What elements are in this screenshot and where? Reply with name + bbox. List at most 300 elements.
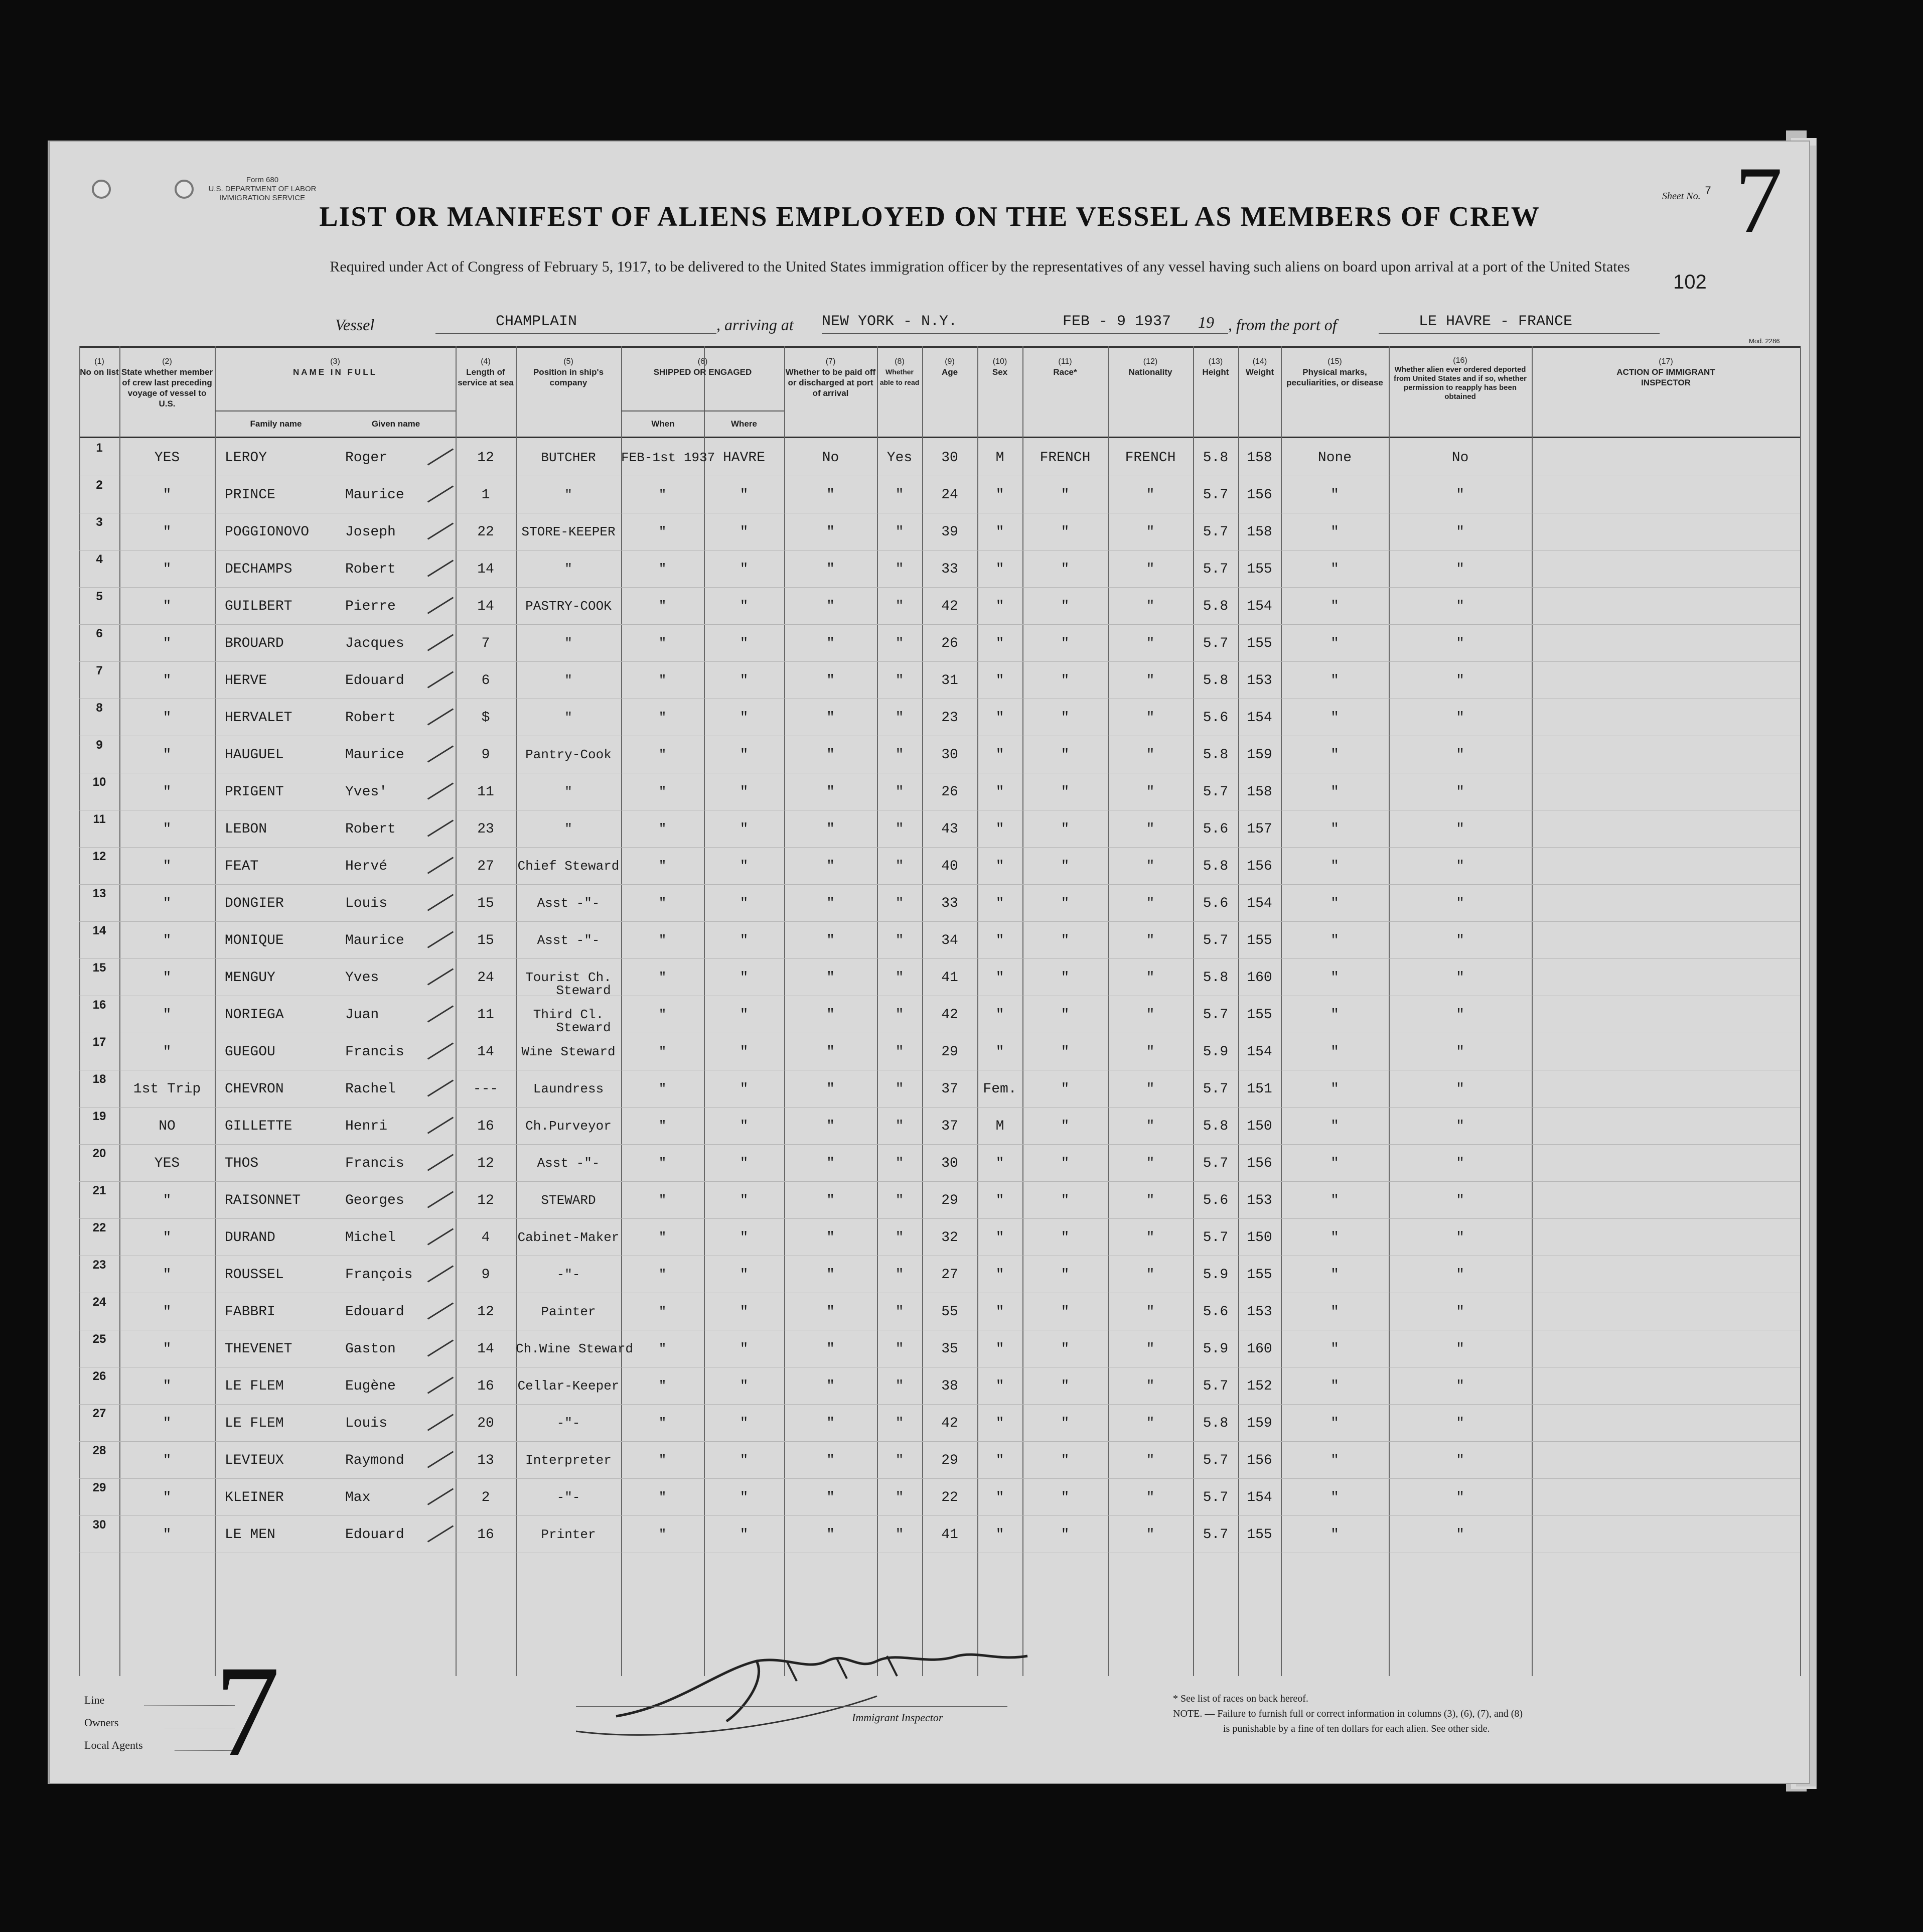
physical-marks: " xyxy=(1330,933,1339,948)
deported: " xyxy=(1456,1378,1464,1394)
age: 41 xyxy=(941,1527,958,1543)
able-to-read: " xyxy=(895,673,904,688)
shipped-when: " xyxy=(658,1490,667,1505)
family-name: LEROY xyxy=(225,450,267,466)
physical-marks: " xyxy=(1330,1119,1339,1134)
row-number: 15 xyxy=(92,961,106,975)
position: Laundress xyxy=(533,1081,604,1096)
family-name: GILLETTE xyxy=(225,1119,292,1134)
weight: 152 xyxy=(1247,1378,1272,1394)
able-to-read: " xyxy=(895,970,904,986)
weight: 158 xyxy=(1247,784,1272,800)
deported: " xyxy=(1456,487,1464,503)
row-number: 3 xyxy=(96,515,103,529)
weight: 153 xyxy=(1247,1193,1272,1208)
nationality: " xyxy=(1146,673,1155,688)
physical-marks: " xyxy=(1330,1378,1339,1394)
check-mark xyxy=(427,1228,454,1245)
table-row xyxy=(79,773,1800,810)
physical-marks: " xyxy=(1330,784,1339,800)
height: 5.7 xyxy=(1203,1230,1229,1246)
previous-voyage: YES xyxy=(154,450,180,466)
position: Ch.Purveyor xyxy=(525,1119,612,1134)
header-deported: (16) Whether alien ever ordered deported from United States and if so, whether permission to reapply has been obtained xyxy=(1393,356,1527,401)
header-nationality: (12) Nationality xyxy=(1128,357,1172,377)
deported: " xyxy=(1456,821,1464,837)
sex: Fem. xyxy=(983,1081,1017,1097)
paid-off: " xyxy=(826,673,835,688)
check-mark xyxy=(427,634,454,651)
check-mark xyxy=(427,708,454,725)
able-to-read: " xyxy=(895,524,904,540)
physical-marks: " xyxy=(1330,673,1339,688)
weight: 156 xyxy=(1247,1453,1272,1468)
position: Third Cl. xyxy=(533,1007,604,1022)
position: Asst -"- xyxy=(537,933,600,948)
table-row xyxy=(79,1108,1800,1145)
header-age: (9) Age xyxy=(941,357,958,377)
table-row xyxy=(79,1405,1800,1442)
race: " xyxy=(1061,1341,1070,1357)
arrival-port: NEW YORK - N.Y. xyxy=(822,313,1012,334)
departure-port: LE HAVRE - FRANCE xyxy=(1379,313,1660,334)
given-name: Eugène xyxy=(345,1378,396,1394)
header-position: (5) Position in ship's company xyxy=(533,357,604,387)
nationality: " xyxy=(1146,1119,1155,1134)
family-name: MONIQUE xyxy=(225,933,284,948)
deported: " xyxy=(1456,562,1464,577)
row-number: 16 xyxy=(92,998,106,1012)
check-mark xyxy=(427,1376,454,1394)
family-name: LE FLEM xyxy=(225,1416,284,1431)
previous-voyage: " xyxy=(163,1230,172,1246)
shipped-when: " xyxy=(658,784,667,799)
shipped-when: " xyxy=(658,970,667,985)
height: 5.7 xyxy=(1203,487,1229,503)
given-name: Michel xyxy=(345,1230,396,1246)
punch-hole xyxy=(92,180,111,199)
check-mark xyxy=(427,1079,454,1096)
age: 33 xyxy=(941,562,958,577)
header-where: Where xyxy=(731,419,757,429)
race: " xyxy=(1061,562,1070,577)
shipped-when: " xyxy=(658,1527,667,1542)
position: Cabinet-Maker xyxy=(517,1230,620,1245)
shipped-where: HAVRE xyxy=(722,450,765,466)
header-inspector-action: (17) ACTION OF IMMIGRANT INSPECTOR xyxy=(1616,357,1715,387)
able-to-read: Yes xyxy=(886,450,913,466)
nationality: " xyxy=(1146,784,1155,800)
height: 5.7 xyxy=(1203,1490,1229,1505)
family-name: DURAND xyxy=(225,1230,275,1246)
previous-voyage: " xyxy=(163,1490,172,1505)
given-name: Yves xyxy=(345,970,379,986)
race: " xyxy=(1061,933,1070,948)
age: 42 xyxy=(941,1007,958,1023)
service-length: 4 xyxy=(481,1230,490,1246)
row-number: 6 xyxy=(96,627,103,640)
paid-off: " xyxy=(826,1304,835,1320)
header-read: (8) Whether able to read xyxy=(879,357,920,386)
height: 5.6 xyxy=(1203,1193,1229,1208)
paid-off: " xyxy=(826,487,835,503)
height: 5.7 xyxy=(1203,1453,1229,1468)
position: -"- xyxy=(556,1416,580,1431)
shipped-where: " xyxy=(739,1490,749,1505)
nationality: " xyxy=(1146,1416,1155,1431)
able-to-read: " xyxy=(895,1156,904,1171)
sex: " xyxy=(995,1007,1004,1023)
shipped-where: " xyxy=(739,821,749,837)
inspector-label: Immigrant Inspector xyxy=(852,1711,943,1724)
nationality: " xyxy=(1146,1044,1155,1060)
row-number: 25 xyxy=(92,1332,106,1346)
deported: No xyxy=(1451,450,1469,466)
physical-marks: " xyxy=(1330,710,1339,726)
able-to-read: " xyxy=(895,1453,904,1468)
shipped-where: " xyxy=(739,1341,749,1357)
given-name: Edouard xyxy=(345,1527,404,1543)
race: " xyxy=(1061,859,1070,874)
shipped-when: " xyxy=(658,524,667,539)
shipped-where: " xyxy=(739,1453,749,1468)
table-row xyxy=(79,662,1800,699)
height: 5.7 xyxy=(1203,1527,1229,1543)
race: " xyxy=(1061,1304,1070,1320)
race: " xyxy=(1061,896,1070,911)
shipped-where: " xyxy=(739,747,749,763)
family-name: HAUGUEL xyxy=(225,747,284,763)
age: 37 xyxy=(941,1081,958,1097)
check-mark xyxy=(427,931,454,948)
service-length: $ xyxy=(481,710,490,726)
deported: " xyxy=(1456,1230,1464,1246)
given-name: Louis xyxy=(345,896,388,911)
shipped-where: " xyxy=(739,784,749,800)
paid-off: " xyxy=(826,1081,835,1097)
age: 40 xyxy=(941,859,958,874)
height: 5.7 xyxy=(1203,784,1229,800)
previous-voyage: NO xyxy=(159,1119,176,1134)
row-number: 11 xyxy=(93,812,106,826)
position: Painter xyxy=(541,1304,596,1319)
sex: " xyxy=(995,784,1004,800)
age: 29 xyxy=(941,1044,958,1060)
sex: M xyxy=(995,450,1004,466)
check-mark xyxy=(427,1154,454,1171)
paid-off: " xyxy=(826,1119,835,1134)
sex: " xyxy=(995,562,1004,577)
family-name: DONGIER xyxy=(225,896,284,911)
page-subtitle: Required under Act of Congress of February 5, 1917, to be delivered to the United States immigration officer by the representatives of any vessel having such aliens on board upon arrival at a port of the United States xyxy=(330,258,1630,275)
nationality: " xyxy=(1146,1378,1155,1394)
previous-voyage: " xyxy=(163,1527,172,1543)
able-to-read: " xyxy=(895,821,904,837)
age: 43 xyxy=(941,821,958,837)
deported: " xyxy=(1456,1044,1464,1060)
deported: " xyxy=(1456,1490,1464,1505)
weight: 154 xyxy=(1247,896,1272,911)
row-number: 21 xyxy=(92,1184,106,1197)
race: " xyxy=(1061,673,1070,688)
able-to-read: " xyxy=(895,1267,904,1283)
family-name: POGGIONOVO xyxy=(225,524,310,540)
given-name: Robert xyxy=(345,562,396,577)
table-row xyxy=(79,1516,1800,1553)
service-length: 14 xyxy=(477,599,494,614)
footer-owners-label: Owners xyxy=(84,1716,119,1729)
nationality: " xyxy=(1146,1007,1155,1023)
previous-voyage: " xyxy=(163,562,172,577)
race: " xyxy=(1061,821,1070,837)
race: " xyxy=(1061,784,1070,800)
row-number: 24 xyxy=(92,1295,106,1309)
given-name: Francis xyxy=(345,1044,404,1060)
position: BUTCHER xyxy=(541,450,596,465)
height: 5.7 xyxy=(1203,562,1229,577)
table-row xyxy=(79,922,1800,959)
weight: 154 xyxy=(1247,710,1272,726)
paid-off: " xyxy=(826,970,835,986)
service-length: 1 xyxy=(481,487,490,503)
race: " xyxy=(1061,1527,1070,1543)
row-number: 14 xyxy=(92,924,106,937)
check-mark xyxy=(427,1488,454,1505)
position: STEWARD xyxy=(541,1193,596,1208)
header-when: When xyxy=(651,419,675,429)
paid-off: " xyxy=(826,896,835,911)
shipped-when: " xyxy=(658,1267,667,1282)
year-suffix: 19 xyxy=(1198,313,1228,334)
given-name: Henri xyxy=(345,1119,388,1134)
shipped-when: " xyxy=(658,636,667,651)
service-length: 6 xyxy=(481,673,490,688)
table-row xyxy=(79,810,1800,848)
age: 29 xyxy=(941,1453,958,1468)
sheet-number-handwritten: 7 xyxy=(1735,148,1783,253)
height: 5.7 xyxy=(1203,1081,1229,1097)
paid-off: " xyxy=(826,599,835,614)
sex: " xyxy=(995,1527,1004,1543)
height: 5.8 xyxy=(1203,673,1229,688)
deported: " xyxy=(1456,1416,1464,1431)
weight: 160 xyxy=(1247,970,1272,986)
races-note: * See list of races on back hereof. xyxy=(1173,1693,1308,1704)
height: 5.8 xyxy=(1203,970,1229,986)
able-to-read: " xyxy=(895,1527,904,1543)
given-name: Pierre xyxy=(345,599,396,614)
family-name: GUEGOU xyxy=(225,1044,275,1060)
shipped-when: " xyxy=(658,933,667,948)
table-row xyxy=(79,996,1800,1033)
service-length: 14 xyxy=(477,1341,494,1357)
previous-voyage: YES xyxy=(154,1156,180,1171)
given-name: Yves' xyxy=(345,784,388,800)
position: -"- xyxy=(556,1267,580,1282)
row-number: 23 xyxy=(92,1258,106,1272)
nationality: " xyxy=(1146,1304,1155,1320)
service-length: 23 xyxy=(477,821,494,837)
able-to-read: " xyxy=(895,710,904,726)
age: 34 xyxy=(941,933,958,948)
paid-off: No xyxy=(822,450,839,466)
shipped-where: " xyxy=(739,636,749,651)
physical-marks: " xyxy=(1330,1230,1339,1246)
able-to-read: " xyxy=(895,1304,904,1320)
nationality: FRENCH xyxy=(1125,450,1176,466)
check-mark xyxy=(427,671,454,688)
header-sex: (10) Sex xyxy=(992,357,1008,377)
race: " xyxy=(1061,970,1070,986)
height: 5.8 xyxy=(1203,747,1229,763)
check-mark xyxy=(427,857,454,874)
weight: 155 xyxy=(1247,933,1272,948)
able-to-read: " xyxy=(895,1119,904,1134)
nationality: " xyxy=(1146,1490,1155,1505)
deported: " xyxy=(1456,784,1464,800)
height: 5.9 xyxy=(1203,1044,1229,1060)
nationality: " xyxy=(1146,970,1155,986)
physical-marks: " xyxy=(1330,1527,1339,1543)
header-paid-off: (7) Whether to be paid off or discharged at port of arrival xyxy=(785,357,876,398)
sex: " xyxy=(995,524,1004,540)
given-name: Jacques xyxy=(345,636,404,651)
given-name: Gaston xyxy=(345,1341,396,1357)
race: " xyxy=(1061,1453,1070,1468)
height: 5.9 xyxy=(1203,1267,1229,1283)
nationality: " xyxy=(1146,933,1155,948)
height: 5.7 xyxy=(1203,524,1229,540)
age: 26 xyxy=(941,784,958,800)
check-mark xyxy=(427,485,454,502)
shipped-where: " xyxy=(739,487,749,503)
position: Interpreter xyxy=(525,1453,612,1468)
family-name: LEBON xyxy=(225,821,267,837)
sex: M xyxy=(995,1119,1004,1134)
shipped-where: " xyxy=(739,1156,749,1171)
race: " xyxy=(1061,599,1070,614)
given-name: Max xyxy=(345,1490,371,1505)
race: " xyxy=(1061,1044,1070,1060)
paid-off: " xyxy=(826,1453,835,1468)
position: " xyxy=(564,487,572,502)
row-number: 29 xyxy=(92,1481,106,1494)
previous-voyage: " xyxy=(163,784,172,800)
race: " xyxy=(1061,1490,1070,1505)
position: STORE-KEEPER xyxy=(521,524,616,539)
sex: " xyxy=(995,821,1004,837)
given-name: Maurice xyxy=(345,747,404,763)
paid-off: " xyxy=(826,1193,835,1208)
table-row xyxy=(79,1442,1800,1479)
position: Tourist Ch. xyxy=(525,970,612,985)
age: 42 xyxy=(941,1416,958,1431)
crew-table xyxy=(79,346,1800,1676)
paid-off: " xyxy=(826,747,835,763)
service-length: 12 xyxy=(477,1156,494,1171)
check-mark xyxy=(427,782,454,799)
previous-voyage: " xyxy=(163,673,172,688)
position-continued: Steward xyxy=(556,1020,611,1035)
sex: " xyxy=(995,1416,1004,1431)
age: 30 xyxy=(941,450,958,466)
sex: " xyxy=(995,1378,1004,1394)
position: " xyxy=(564,710,572,725)
able-to-read: " xyxy=(895,1044,904,1060)
age: 26 xyxy=(941,636,958,651)
deported: " xyxy=(1456,1156,1464,1171)
weight: 151 xyxy=(1247,1081,1272,1097)
nationality: " xyxy=(1146,747,1155,763)
deported: " xyxy=(1456,1304,1464,1320)
given-name: Edouard xyxy=(345,673,404,688)
position: " xyxy=(564,562,572,577)
height: 5.8 xyxy=(1203,859,1229,874)
family-name: NORIEGA xyxy=(225,1007,284,1023)
shipped-when: " xyxy=(658,673,667,688)
row-number: 7 xyxy=(96,664,103,677)
height: 5.6 xyxy=(1203,1304,1229,1320)
given-name: Rachel xyxy=(345,1081,396,1097)
nationality: " xyxy=(1146,821,1155,837)
footer-agents-label: Local Agents xyxy=(84,1739,143,1751)
sex: " xyxy=(995,673,1004,688)
service-length: 20 xyxy=(477,1416,494,1431)
header-weight: (14) Weight xyxy=(1245,357,1274,377)
row-number: 19 xyxy=(92,1110,106,1123)
age: 42 xyxy=(941,599,958,614)
deported: " xyxy=(1456,933,1464,948)
previous-voyage: " xyxy=(163,599,172,614)
sex: " xyxy=(995,970,1004,986)
race: " xyxy=(1061,1416,1070,1431)
row-number: 5 xyxy=(96,590,103,603)
service-length: 13 xyxy=(477,1453,494,1468)
weight: 156 xyxy=(1247,487,1272,503)
table-row xyxy=(79,848,1800,885)
table-row xyxy=(79,625,1800,662)
shipped-where: " xyxy=(739,1007,749,1023)
able-to-read: " xyxy=(895,859,904,874)
table-row xyxy=(79,1293,1800,1330)
family-name: FABBRI xyxy=(225,1304,275,1320)
position: Wine Steward xyxy=(521,1044,616,1059)
table-row xyxy=(79,699,1800,736)
paid-off: " xyxy=(826,562,835,577)
check-mark xyxy=(427,745,454,762)
age: 22 xyxy=(941,1490,958,1505)
nationality: " xyxy=(1146,1156,1155,1171)
header-service: (4) Length of service at sea xyxy=(458,357,514,387)
shipped-where: " xyxy=(739,1304,749,1320)
given-name: Louis xyxy=(345,1416,388,1431)
deported: " xyxy=(1456,1081,1464,1097)
height: 5.6 xyxy=(1203,821,1229,837)
physical-marks: " xyxy=(1330,1156,1339,1171)
table-row xyxy=(79,959,1800,996)
height: 5.7 xyxy=(1203,1378,1229,1394)
physical-marks: " xyxy=(1330,1453,1339,1468)
shipped-where: " xyxy=(739,1044,749,1060)
able-to-read: " xyxy=(895,896,904,911)
family-name: GUILBERT xyxy=(225,599,292,614)
paid-off: " xyxy=(826,1378,835,1394)
arrival-date: FEB - 9 1937 xyxy=(1012,313,1198,334)
family-name: BROUARD xyxy=(225,636,284,651)
page-title: LIST OR MANIFEST OF ALIENS EMPLOYED ON THE VESSEL AS MEMBERS OF CREW xyxy=(319,201,1540,232)
weight: 153 xyxy=(1247,1304,1272,1320)
shipped-where: " xyxy=(739,970,749,986)
